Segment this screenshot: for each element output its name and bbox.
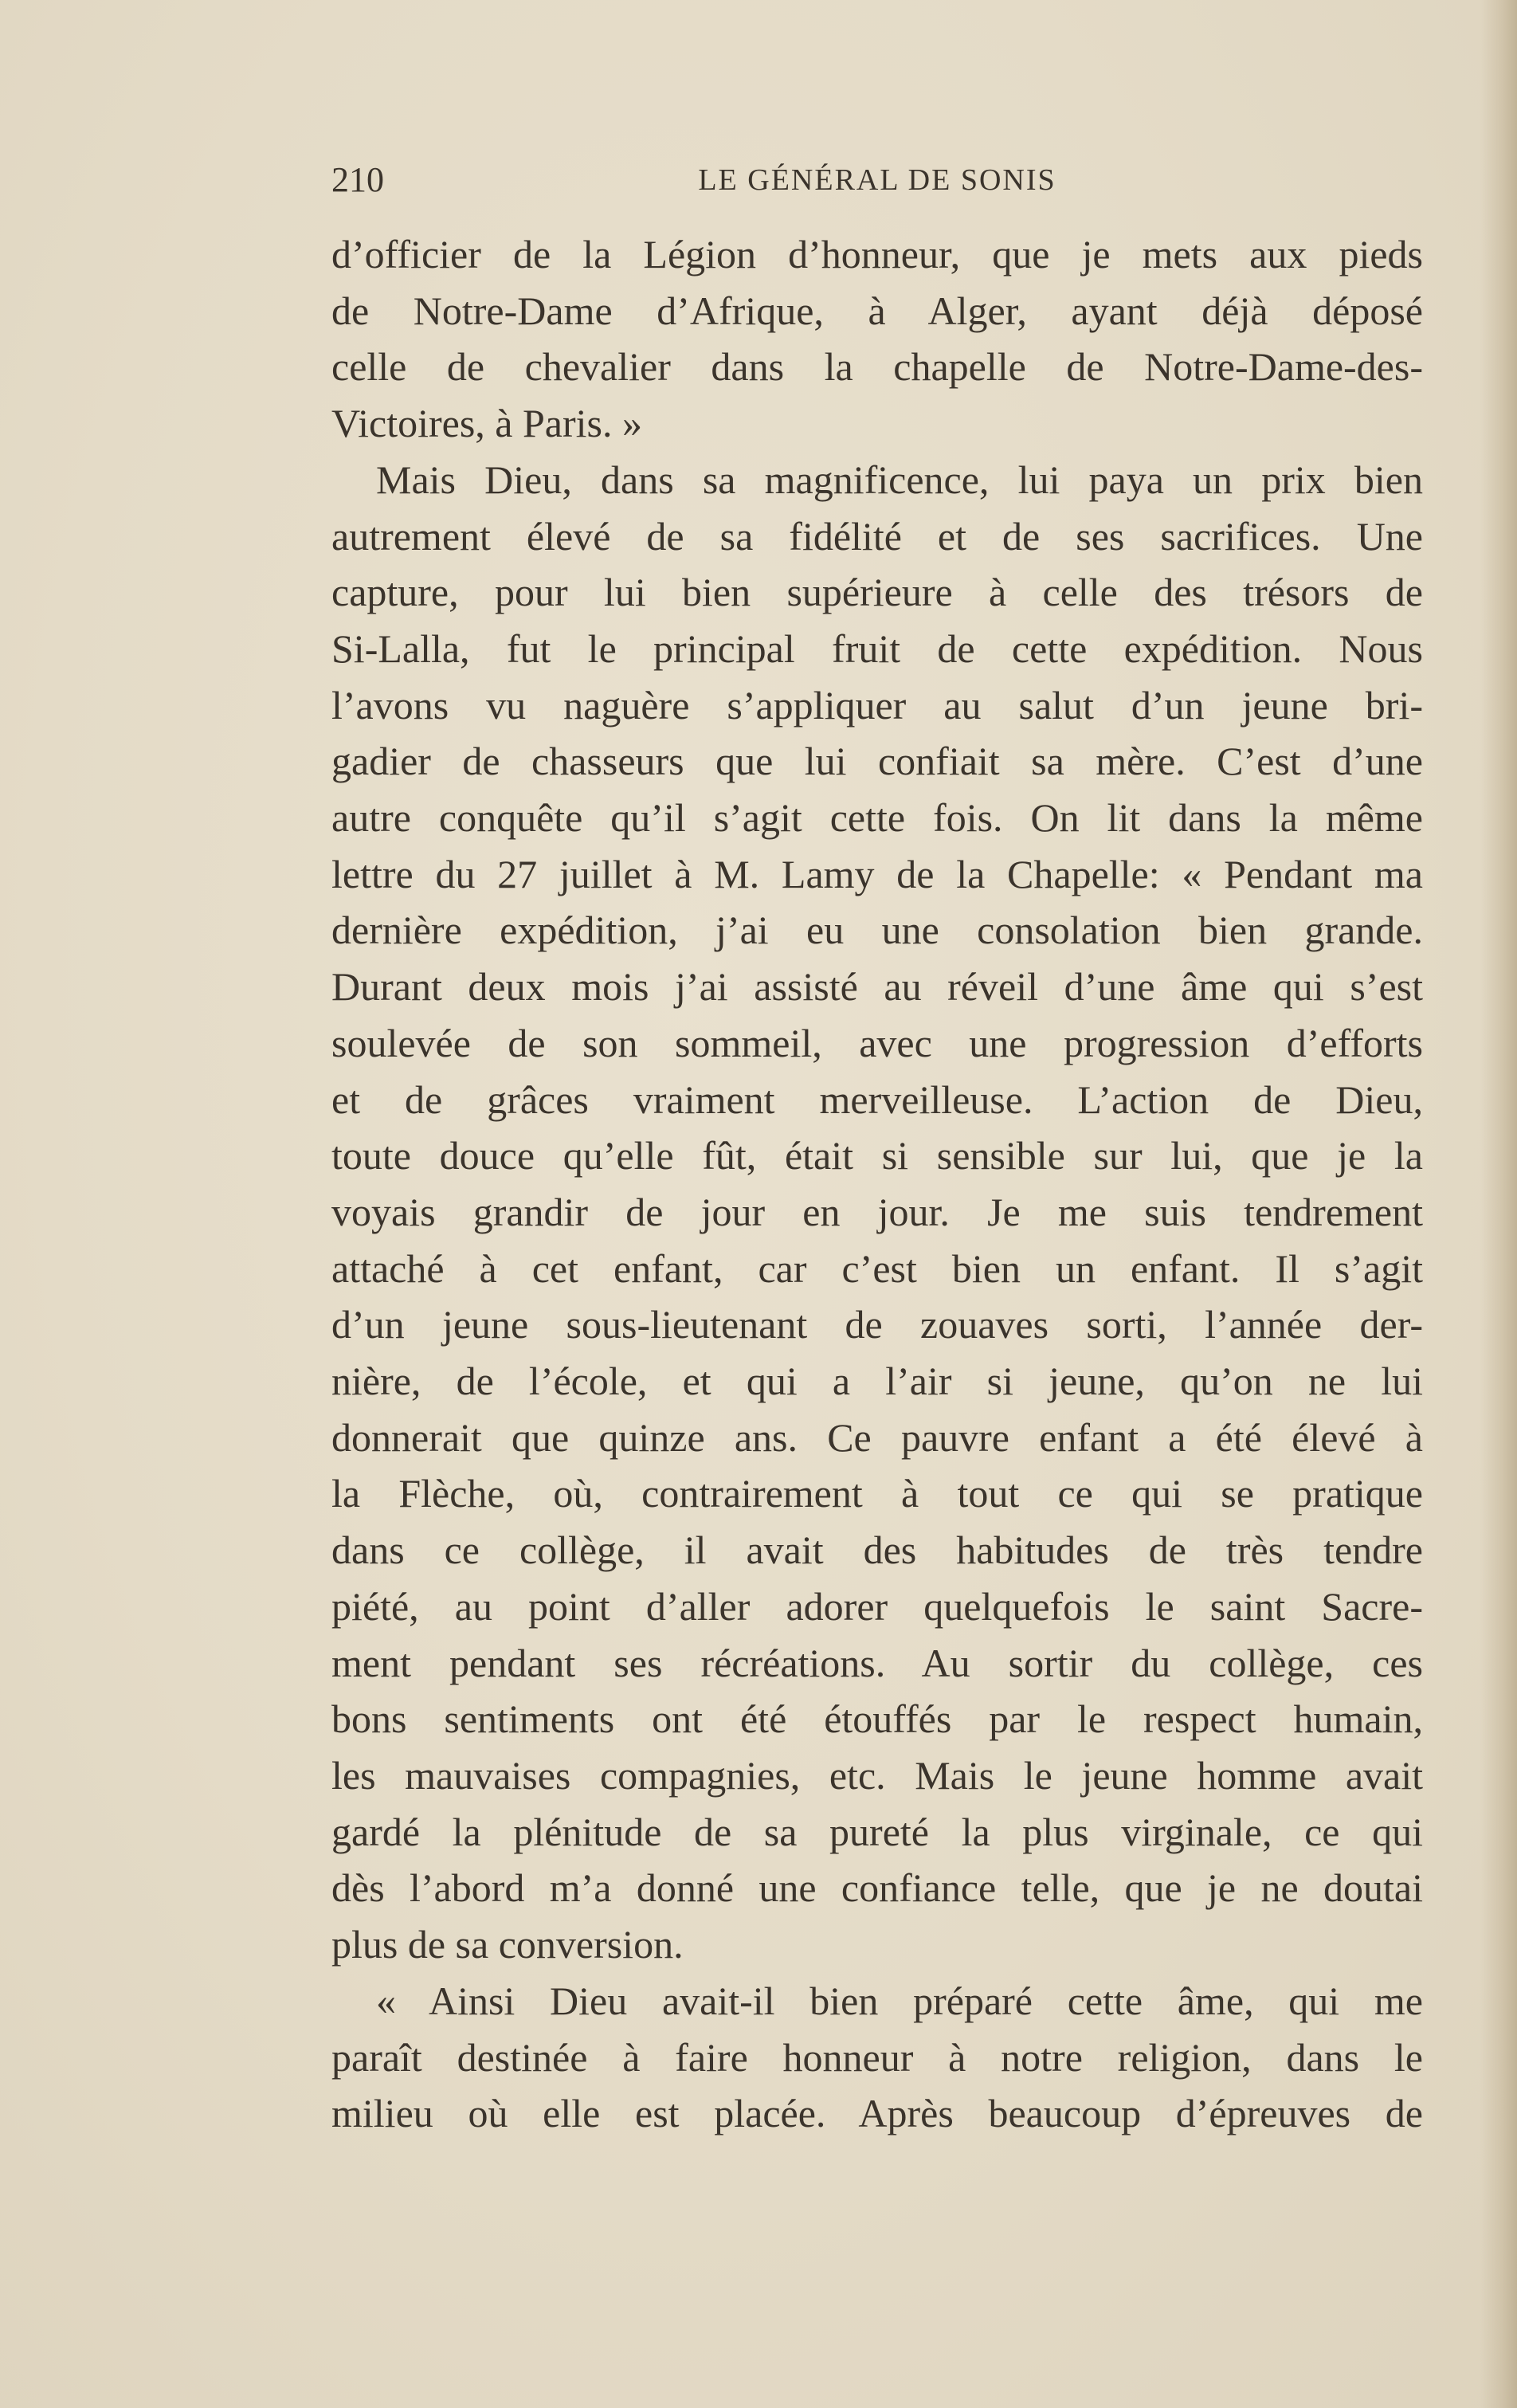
page-edge-shadow: [1480, 0, 1517, 2408]
text-line: Mais Dieu, dans sa magnificence, lui paya un prix bien: [376, 457, 1423, 502]
running-title: LE GÉNÉRAL DE SONIS: [698, 163, 1056, 197]
text-line: de Notre-Dame d’Afrique, à Alger, ayant déjà déposé: [331, 288, 1423, 333]
text-line: capture, pour lui bien supérieure à celle des trésors de: [331, 570, 1423, 615]
text-line: et de grâces vraiment merveilleuse. L’action de Dieu,: [331, 1077, 1423, 1122]
text-line: bons sentiments ont été étouffés par le respect humain,: [331, 1696, 1423, 1742]
text-line: soulevée de son sommeil, avec une progression d’efforts: [331, 1020, 1423, 1065]
text-line: donnerait que quinze ans. Ce pauvre enfant a été élevé à: [331, 1414, 1423, 1460]
text-line: dès l’abord m’a donné une confiance telle, que je ne doutai: [331, 1865, 1423, 1911]
body-text: [331, 226, 1423, 2142]
text-line: Victoires, à Paris. »: [331, 401, 642, 446]
text-line: celle de chevalier dans la chapelle de Notre-Dame-des-: [331, 344, 1423, 390]
text-line: toute douce qu’elle fût, était si sensible sur lui, que je la: [331, 1133, 1423, 1179]
text-line: piété, au point d’aller adorer quelquefois le saint Sacre-: [331, 1583, 1423, 1629]
text-line: d’un jeune sous-lieutenant de zouaves sorti, l’année der-: [331, 1302, 1423, 1347]
text-line: paraît destinée à faire honneur à notre religion, dans le: [331, 2034, 1423, 2080]
text-line: plus de sa conversion.: [331, 1922, 684, 1967]
text-line: « Ainsi Dieu avait-il bien préparé cette âme, qui me: [376, 1978, 1423, 2023]
text-line: l’avons vu naguère s’appliquer au salut d’un jeune bri-: [331, 682, 1423, 727]
text-line: la Flèche, où, contrairement à tout ce qui se pratique: [331, 1471, 1423, 1516]
running-head: [331, 156, 1423, 204]
text-line: attaché à cet enfant, car c’est bien un enfant. Il s’agit: [331, 1245, 1423, 1291]
text-line: ment pendant ses récréations. Au sortir du collège, ces: [331, 1640, 1423, 1685]
text-line: gardé la plénitude de sa pureté la plus virginale, ce qui: [331, 1809, 1423, 1854]
text-line: d’officier de la Légion d’honneur, que je mets aux pieds: [331, 232, 1423, 276]
text-line: autre conquête qu’il s’agit cette fois. On lit dans la même: [331, 795, 1423, 841]
text-line: Si-Lalla, fut le principal fruit de cette expédition. Nous: [331, 626, 1423, 671]
text-line: les mauvaises compagnies, etc. Mais le jeune homme avait: [331, 1752, 1423, 1798]
page-number: 210: [331, 160, 384, 199]
text-line: nière, de l’école, et qui a l’air si jeune, qu’on ne lui: [331, 1359, 1423, 1404]
text-line: autrement élevé de sa fidélité et de ses sacrifices. Une: [331, 513, 1423, 559]
text-line: voyais grandir de jour en jour. Je me suis tendrement: [331, 1189, 1423, 1234]
text-line: dans ce collège, il avait des habitudes de très tendre: [331, 1528, 1423, 1573]
text-line: lettre du 27 juillet à M. Lamy de la Chapelle: « Pendant ma: [331, 851, 1423, 896]
text-line: dernière expédition, j’ai eu une consolation bien grande.: [331, 908, 1423, 953]
text-line: milieu où elle est placée. Après beaucoup d’épreuves de: [331, 2091, 1423, 2136]
text-line: gadier de chasseurs que lui confiait sa mère. C’est d’une: [331, 739, 1423, 784]
text-line: Durant deux mois j’ai assisté au réveil d’une âme qui s’est: [331, 964, 1423, 1010]
